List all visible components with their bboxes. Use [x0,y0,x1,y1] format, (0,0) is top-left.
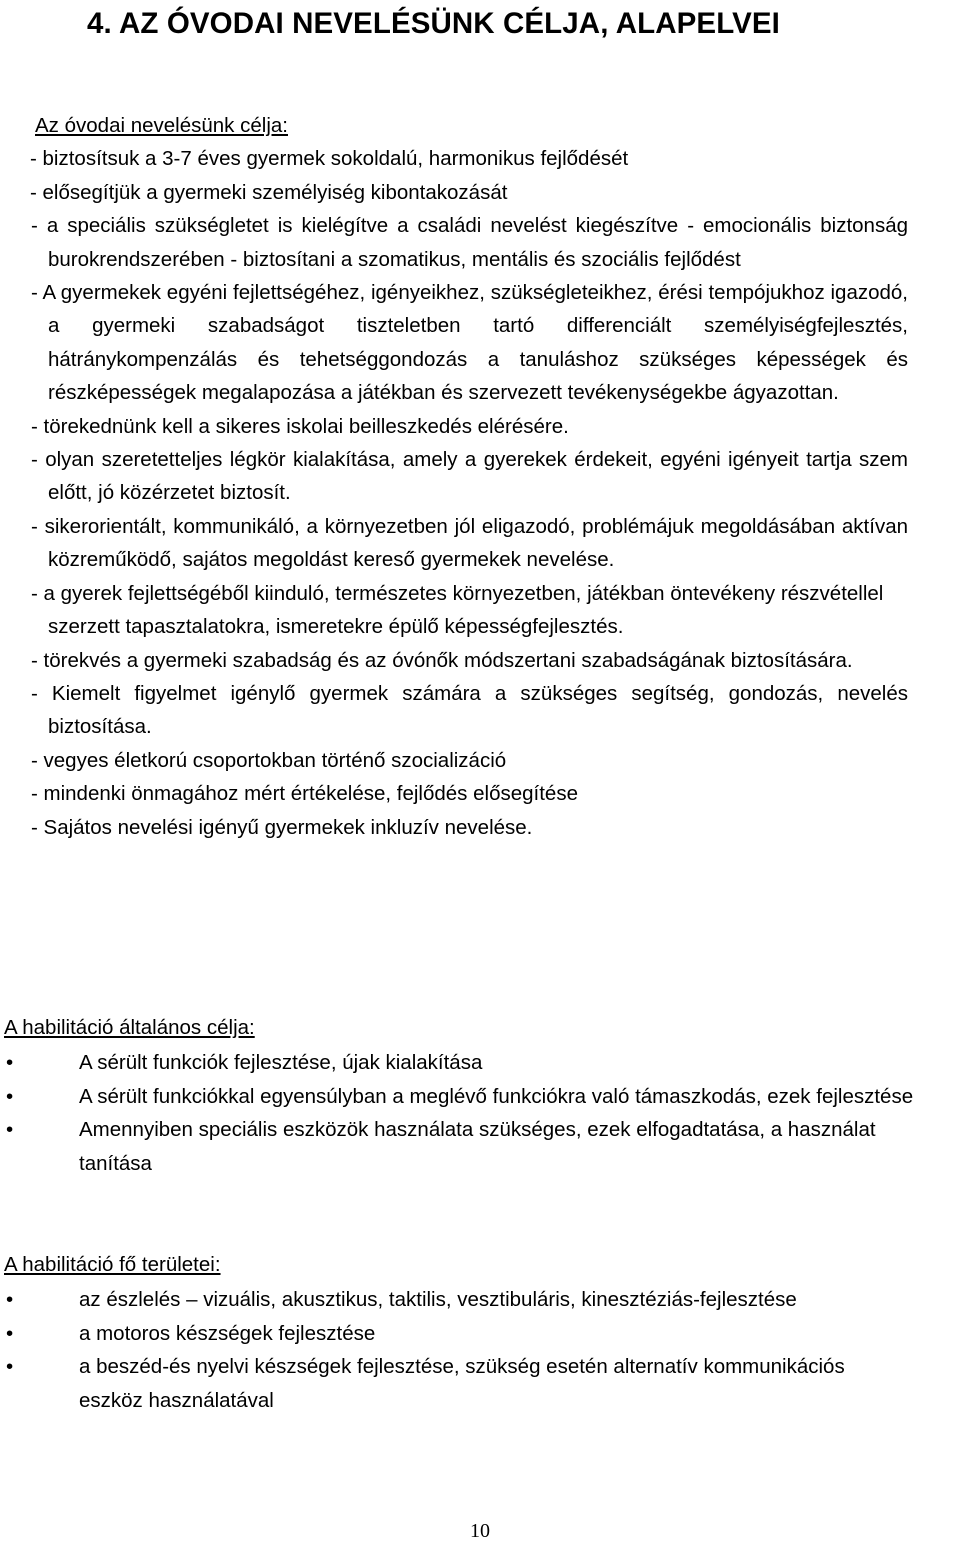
habilitation-area-item: • a motoros készségek fejlesztése [0,1317,960,1350]
goal-item: - A gyermekek egyéni fejlettségéhez, igényeikhez, szükségleteikhez, érési tempójukhoz igazodó, a gyermeki szabadságot tiszteletben tartó differenciált személyiségfejlesztés, hátránykompenzálás és tehetséggondozás a tanuláshoz szükséges képességek és részképességek megalapozása a játékban és szervezett tevékenységekbe ágyazottan. [31,281,908,405]
goal-item: - törekednünk kell a sikeres iskolai beilleszkedés elérésére. [31,414,569,438]
goal-item: - olyan szeretetteljes légkör kialakítása, amely a gyerekek érdekeit, egyéni igényeit tartja szem előtt, jó közérzetet biztosít. [31,448,908,505]
goal-item: - a gyerek fejlettségéből kiinduló, természetes környezetben, játékban öntevékeny részvétellel szerzett tapasztalatokra, ismeretekre épülő képességfejlesztés. [31,581,884,639]
goal-item: - vegyes életkorú csoportokban történő szocializáció [31,748,507,772]
bullet-icon: • [6,1288,14,1312]
habilitation-goal-item: • A sérült funkciókkal egyensúlyban a meglévő funkciókra való támaszkodás, ezek fejlesztése [0,1080,960,1113]
bullet-icon: • [6,1321,14,1345]
bullet-icon: • [6,1084,14,1108]
goal-item: - sikerorientált, kommunikáló, a környezetben jól eligazodó, problémájuk megoldásában aktívan közreműködő, sajátos megoldást kereső gyermekek nevelése. [31,514,908,572]
bullet-icon: • [6,1355,14,1379]
habilitation-area-item: • az észlelés – vizuális, akusztikus, taktilis, vesztibuláris, kinesztéziás-fejlesztése [0,1283,960,1316]
goal-item: - Kiemelt figyelmet igénylő gyermek számára a szükséges segítség, gondozás, nevelés biztosítása. [31,681,908,739]
goal-item: - biztosítsuk a 3-7 éves gyermek sokoldalú, harmonikus fejlődését [30,147,629,171]
habilitation-goal-section [0,1011,960,1180]
goal-item: - törekvés a gyermeki szabadság és az óvónők módszertani szabadságának biztosítására. [31,648,853,672]
goals-heading: Az óvodai nevelésünk célja: [35,114,288,137]
habilitation-areas-heading: A habilitáció fő területei: [4,1253,221,1276]
habilitation-area-item: • a beszéd-és nyelvi készségek fejlesztése, szükség esetén alternatív kommunikációs eszköz használatával [0,1350,960,1417]
habilitation-areas-section [0,1248,960,1417]
goals-section [0,109,960,844]
habilitation-goal-item: • Amennyiben speciális eszközök használata szükséges, ezek elfogadtatása, a használat tanítása [0,1113,960,1180]
habilitation-goal-item: • A sérült funkciók fejlesztése, újak kialakítása [0,1046,960,1079]
goal-item: - Sajátos nevelési igényű gyermekek inkluzív nevelése. [31,815,533,839]
habilitation-goal-heading: A habilitáció általános célja: [4,1016,255,1039]
goal-item: - mindenki önmagához mért értékelése, fejlődés elősegítése [31,782,578,806]
goal-item: - elősegítjük a gyermeki személyiség kibontakozását [30,180,508,204]
goal-item: - a speciális szükségletet is kielégítve a családi nevelést kiegészítve - emocionális biztonság burokrendszerében - biztosítani a szomatikus, mentális és szociális fejlődést [31,214,908,271]
page-title: 4. AZ ÓVODAI NEVELÉSÜNK CÉLJA, ALAPELVEI [87,7,780,40]
bullet-icon: • [6,1051,14,1075]
bullet-icon: • [6,1118,14,1142]
page-number: 10 [470,1520,490,1542]
